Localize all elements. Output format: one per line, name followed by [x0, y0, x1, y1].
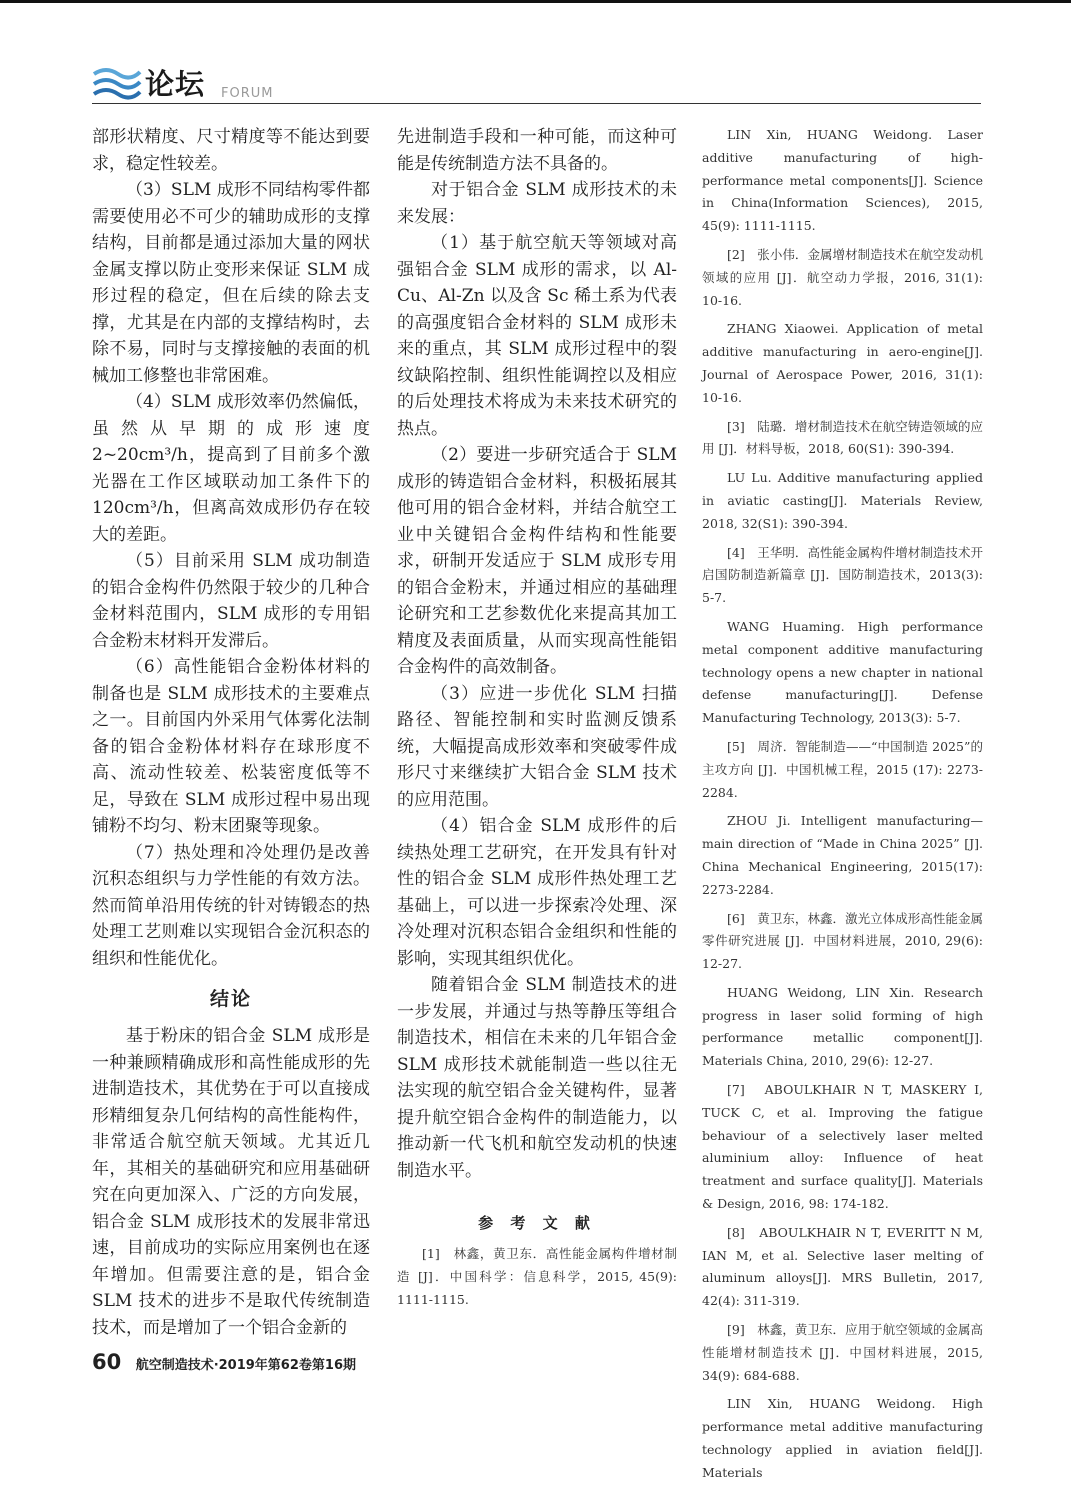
top-rule	[0, 0, 1071, 3]
page-footer	[92, 1350, 356, 1374]
paragraph: （5）目前采用 SLM 成功制造的铝合金构件仍然限于较少的几种合金材料范围内，SLM 成形的专用铝合金粉末材料开发滞后。	[92, 551, 370, 651]
paragraph: （6）高性能铝合金粉体材料的制备也是 SLM 成形技术的主要难点之一。目前国内外采用气体雾化法制备的铝合金粉体材料存在球形度不高、流动性较差、松装密度低等不足，导致在 SLM 成形过程中易出现铺粉不均匀、粉末团聚等现象。	[92, 657, 370, 836]
reference-item: [8] ABOULKHAIR N T, EVERITT N M, IAN M, et al. Selective laser melting of aluminum alloys[J]. MRS Bulletin, 2017, 42(4): 311-319.	[702, 1224, 983, 1309]
paragraph: （4）SLM 成形效率仍然偏低，虽然从早期的成形速度 2~20cm³/h，提高到了目前多个激光器在工作区域联动加工条件下的 120cm³/h，但离高效成形仍存在较大的差距。	[92, 392, 370, 545]
paragraph: 随着铝合金 SLM 制造技术的进一步发展，并通过与热等静压等组合制造技术，相信在未来的几年铝合金 SLM 成形技术就能制造一些以往无法实现的航空铝合金关键构件，显著提升航空铝合金构件的制造能力，以推动新一代飞机和航空发动机的快速制造水平。	[397, 975, 677, 1181]
section-title-en: FORUM	[221, 86, 274, 101]
reference-item: [3] 陆璐．增材制造技术在航空铸造领域的应用 [J]．材料导板，2018, 60(S1): 390-394.	[702, 418, 983, 457]
reference-item: [6] 黄卫东，林鑫．激光立体成形高性能金属零件研究进展 [J]．中国材料进展，2010, 29(6): 12-27.	[702, 910, 983, 972]
reference-item: LIN Xin, HUANG Weidong. High performance metal additive manufacturing technology applied in aviation field[J]. Materials	[702, 1396, 983, 1480]
paragraph: （2）要进一步研究适合于 SLM 成形的铸造铝合金材料，积极拓展其他可用的铝合金材料，并结合航空工业中关键铝合金构件结构和性能要求，研制开发适应于 SLM 成形专用的铝合金粉末，并通过相应的基础理论研究和工艺参数优化来提高其加工精度及表面质量，从而实现高性能铝合金构件的高效制备。	[397, 445, 677, 677]
references-heading: 参 考 文 献	[478, 1214, 596, 1232]
reference-item: [2] 张小伟．金属增材制造技术在航空发动机领域的应用 [J]．航空动力学报，2016, 31(1): 10-16.	[702, 246, 983, 308]
section-title-cn: 论坛	[145, 67, 206, 101]
paragraph: 对于铝合金 SLM 成形技术的未来发展：	[397, 180, 677, 227]
paragraph: （1）基于航空航天等领域对高强铝合金 SLM 成形的需求，以 Al-Cu、Al-Zn 以及含 Sc 稀土系为代表的高强度铝合金材料的 SLM 成形未来的重点，其 SLM 成形过程中的裂纹缺陷控制、组织性能调控以及相应的后处理技术将成为未来技术研究的热点。	[397, 233, 677, 439]
column-1	[92, 124, 370, 1341]
journal-info: 航空制造技术·2019年第62卷第16期	[135, 1358, 356, 1373]
paragraph: （3）SLM 成形不同结构零件都需要使用必不可少的辅助成形的支撑结构，目前都是通过添加大量的网状金属支撑以防止变形来保证 SLM 成形过程的稳定，但在后续的除去支撑，尤其是在内部的支撑结构时，去除不易，同时与支撑接触的表面的机械加工修整也非常困难。	[92, 180, 370, 386]
reference-item: [5] 周济．智能制造——“中国制造 2025”的主攻方向 [J]．中国机械工程，2015 (17): 2273-2284.	[702, 738, 983, 800]
wave-logo-icon	[92, 62, 142, 102]
reference-item: ZHOU Ji. Intelligent manufacturing—main direction of “Made in China 2025” [J]. China Mechanical Engineering, 2015(17): 2273-2284.	[702, 813, 983, 897]
paragraph: （3）应进一步优化 SLM 扫描路径、智能控制和实时监测反馈系统，大幅提高成形效率和突破零件成形尺寸来继续扩大铝合金 SLM 技术的应用范围。	[397, 683, 677, 810]
paragraph: （7）热处理和冷处理仍是改善沉积态组织与力学性能的有效方法。然而简单沿用传统的针对铸锻态的热处理工艺则难以实现铝合金沉积态的组织和性能优化。	[92, 842, 370, 969]
conclusion-heading: 结论	[209, 988, 252, 1010]
paragraph: （4）铝合金 SLM 成形件的后续热处理工艺研究，在开发具有针对性的铝合金 SLM 成形件热处理工艺基础上，可以进一步探索冷处理、深冷处理对沉积态铝合金组织和性能的影响，实现其组织优化。	[397, 816, 677, 969]
reference-item: WANG Huaming. High performance metal component additive manufacturing technology opens a new chapter in national defense manufacturing[J]. Defense Manufacturing Technology, 2013(3): 5-7.	[702, 618, 983, 726]
header-divider	[92, 103, 981, 104]
reference-item: [9] 林鑫，黄卫东．应用于航空领域的金属高性能增材制造技术 [J]．中国材料进展，2015, 34(9): 684-688.	[702, 1322, 983, 1383]
paragraph: 先进制造手段和一种可能，而这种可能是传统制造方法不具备的。	[397, 127, 677, 174]
reference-item: ZHANG Xiaowei. Application of metal additive manufacturing in aero-engine[J]. Journal of Aerospace Power, 2016, 31(1): 10-16.	[702, 321, 983, 405]
reference-item: [7] ABOULKHAIR N T, MASKERY I, TUCK C, et al. Improving the fatigue behaviour of a selectively laser melted aluminium alloy: Influence of heat treatment and surface quality[J]. Materials & Design, 2016, 98: 174-182.	[702, 1082, 983, 1212]
paragraph: 基于粉床的铝合金 SLM 成形是一种兼顾精确成形和高性能成形的先进制造技术，其优势在于可以直接成形精细复杂几何结构的高性能构件，非常适合航空航天领域。尤其近几年，其相关的基础研究和应用基础研究在向更加深入、广泛的方向发展，铝合金 SLM 成形技术的发展非常迅速，目前成功的实际应用案例也在逐年增加。但需要注意的是，铝合金 SLM 技术的进步不是取代传统制造技术，而是增加了一个铝合金新的	[92, 1026, 370, 1338]
column-2	[397, 124, 677, 1317]
reference-item: LIN Xin, HUANG Weidong. Laser additive manufacturing of high-performance metal components[J]. Science in China(Information Sciences), 2015, 45(9): 1111-1115.	[702, 127, 983, 234]
reference-item: HUANG Weidong, LIN Xin. Research progress in laser solid forming of high performance metallic component[J]. Materials China, 2010, 29(6): 12-27.	[702, 984, 983, 1069]
reference-item: [4] 王华明．高性能金属构件增材制造技术开启国防制造新篇章 [J]．国防制造技术，2013(3): 5-7.	[702, 544, 983, 606]
column-3	[702, 124, 983, 1491]
reference-item: [1] 林鑫，黄卫东．高性能金属构件增材制造 [J]．中国科学：信息科学，2015, 45(9): 1111-1115.	[397, 1246, 677, 1307]
page-number: 60	[92, 1350, 122, 1374]
reference-item: LU Lu. Additive manufacturing applied in aviatic casting[J]. Materials Review, 2018, 32(S1): 390-394.	[702, 470, 983, 531]
paragraph: 部形状精度、尺寸精度等不能达到要求，稳定性较差。	[92, 127, 370, 174]
